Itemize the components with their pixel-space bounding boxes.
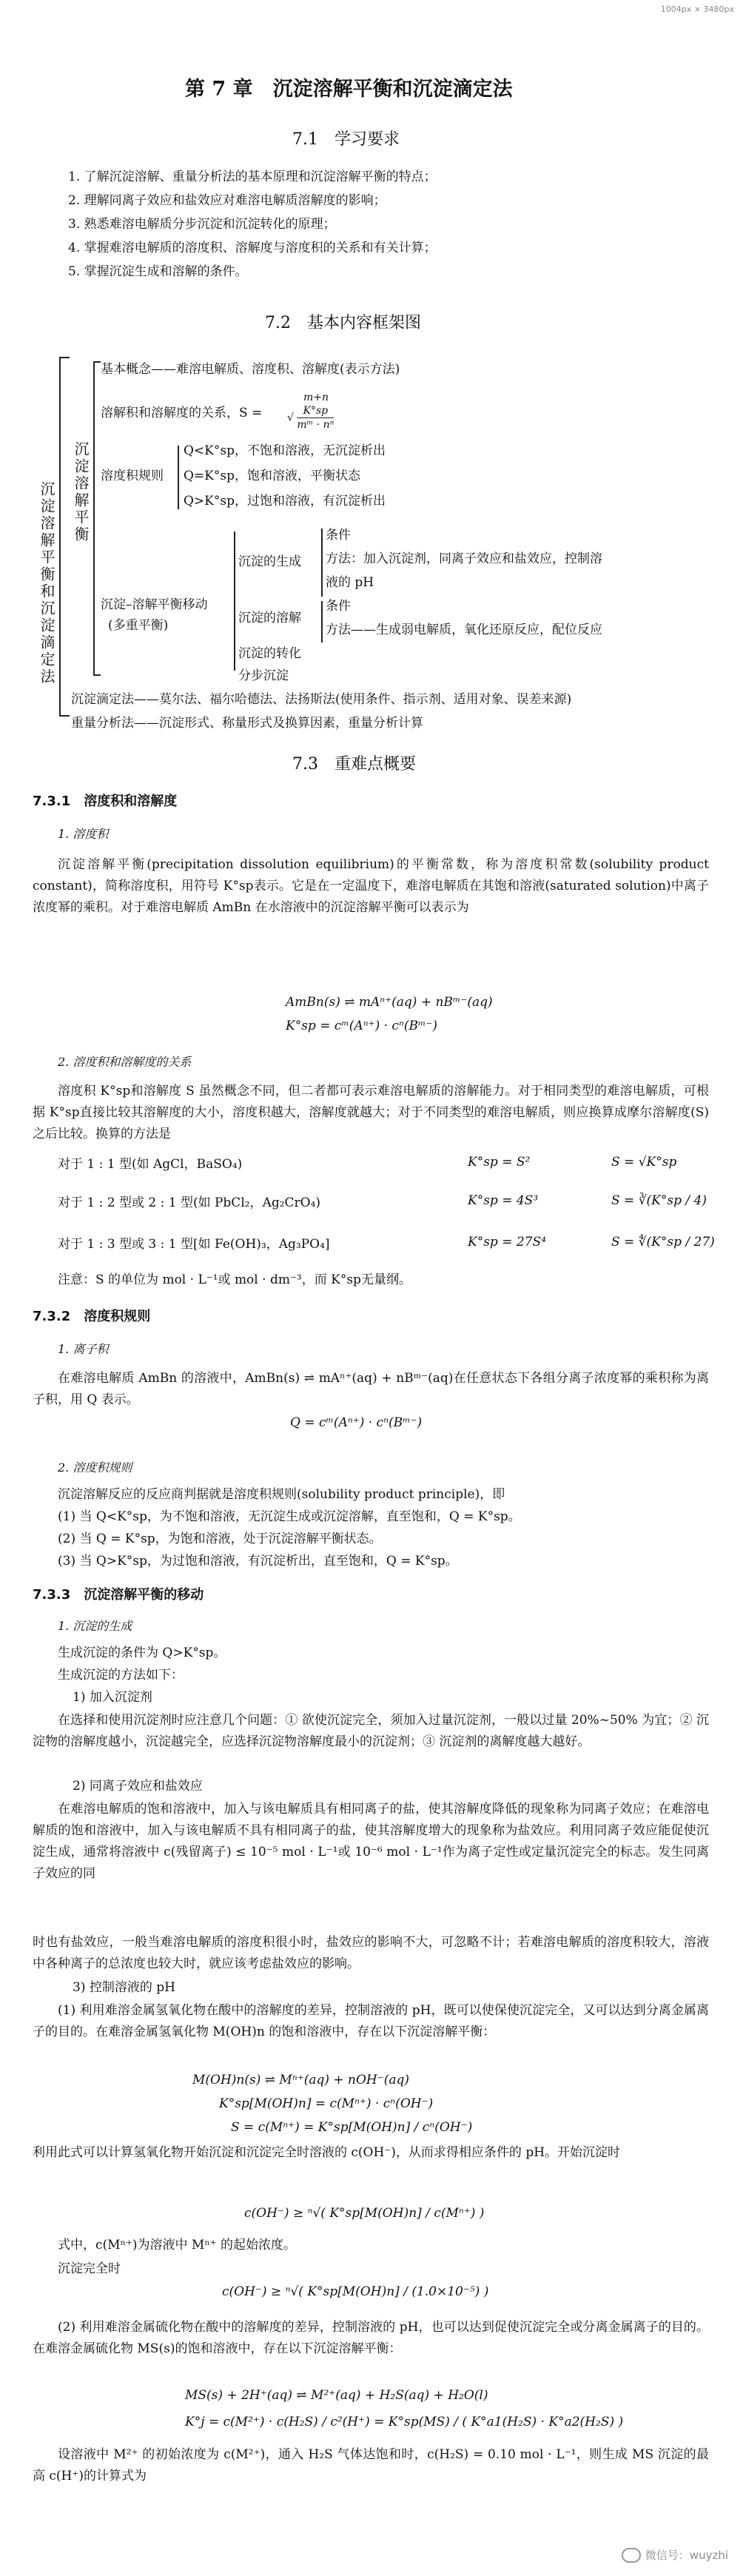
formula-complete-precipitation: c(OH⁻) ≥ ⁿ√( K°sp[M(OH)n] / (1.0×10⁻⁵) ): [222, 2284, 489, 2299]
watermark-text: 微信号：wuyzhi: [645, 2548, 728, 2562]
framework-rule: 溶度积规则: [101, 469, 164, 483]
rule-1: (1) 当 Q<K°sp，为不饱和溶液，无沉淀生成或沉淀溶解，直至饱和，Q = K°sp。: [58, 1509, 521, 1524]
subsection-ksp-rule: 2. 溶度积规则: [58, 1460, 132, 1475]
type-1-3-ksp: K°sp = 27S⁴: [468, 1235, 546, 1250]
formula-ksp-expression: K°sp = cᵐ(Aⁿ⁺) · cⁿ(Bᵐ⁻): [286, 1019, 437, 1033]
type-1-2-label: 对于 1 : 2 型或 2 : 1 型(如 PbCl₂，Ag₂CrO₄): [58, 1195, 321, 1210]
formula-hydroxide-equilibrium: M(OH)n(s) ⇌ Mⁿ⁺(aq) + nOH⁻(aq): [192, 2073, 409, 2087]
framework-gen: 沉淀的生成: [238, 554, 301, 569]
section-7-2-title: 7.2 基本内容框架图: [265, 314, 421, 332]
method-common-ion: 2) 同离子效应和盐效应: [73, 1779, 203, 1794]
section-7-1-title: 7.1 学习要求: [292, 130, 400, 149]
subsection-precipitate-formation: 1. 沉淀的生成: [58, 1619, 132, 1633]
paragraph-max-h: 设溶液中 M²⁺ 的初始浓度为 c(M²⁺)，通入 H₂S 气体达饱和时，c(H₂S) = 0.10 mol · L⁻¹，则生成 MS 沉淀的最高 c(H⁺)的计算式为: [33, 2447, 709, 2483]
subsection-solubility-product: 1. 溶度积: [58, 827, 109, 841]
framework-gen-cond: 条件: [326, 528, 351, 543]
subsection-ksp-solubility-relation: 2. 溶度积和溶解度的关系: [58, 1055, 192, 1069]
paragraph-common-ion: 在难溶电解质的饱和溶液中，加入与该电解质具有相同离子的盐，使其溶解度降低的现象称为同离子效应；在难溶电解质的饱和溶液中，加入与该电解质不具有相同离子的盐，使其溶解度增大的现象称为盐效应。利用同离子效应能促使沉淀生成，通常将溶液中 c(残留离子) ≤ 10⁻⁵ mol · L⁻¹或 10⁻⁶ mol · L⁻¹作为离子定性或定量沉淀完全的标志。发生同离子效应的同: [33, 1802, 709, 1881]
formula-hydroxide-s: S = c(Mⁿ⁺) = K°sp[M(OH)n] / cⁿ(OH⁻): [231, 2120, 473, 2135]
type-1-1-label: 对于 1 : 1 型(如 AgCl，BaSO₄): [58, 1157, 243, 1172]
chapter-title: 第 7 章 沉淀溶解平衡和沉淀滴定法: [185, 78, 513, 101]
framework-rule-1: Q<K°sp，不饱和溶液，无沉淀析出: [184, 443, 386, 458]
section-7-3-3-title: 7.3.3 沉淀溶解平衡的移动: [33, 1587, 204, 1603]
framework-mid: 沉淀溶解平衡: [72, 441, 90, 543]
method-add-precipitant: 1) 加入沉淀剂: [73, 1690, 152, 1705]
requirement-5: 5. 掌握沉淀生成和溶解的条件。: [68, 264, 248, 279]
paragraph-calc-oh: 利用此式可以计算氢氧化物开始沉淀和沉淀完全时溶液的 c(OH⁻)，从而求得相应条件的 pH。开始沉淀时: [33, 2145, 621, 2160]
section-7-3-2-title: 7.3.2 溶度积规则: [33, 1309, 151, 1324]
rule-brace: [178, 446, 179, 509]
watermark: [622, 2547, 728, 2563]
subsection-ion-product: 1. 离子积: [58, 1342, 109, 1356]
framework-root: 沉淀溶解平衡和沉淀滴定法: [38, 481, 56, 685]
paragraph-ksp-solubility-relation: 溶度积 K°sp和溶解度 S 虽然概念不同，但二者都可表示难溶电解质的溶解能力。对于相同类型的难溶电解质，可根据 K°sp直接比较其溶解度的大小，溶度积越大，溶解度就越大；对于不同类型的难溶电解质，则应换算成摩尔溶解度(S)之后比较。换算的方法是: [33, 1084, 709, 1141]
root-brace-top: [59, 357, 70, 358]
type-1-1-s: S = √K°sp: [611, 1155, 677, 1170]
mid-brace-bottom: [93, 674, 101, 676]
framework-titration: 沉淀滴定法——莫尔法、福尔哈德法、法扬斯法(使用条件、指示剂、适用对象、误差来源): [71, 692, 572, 707]
type-1-3-label: 对于 1 : 3 型或 3 : 1 型[如 Fe(OH)₃，Ag₃PO₄]: [58, 1237, 330, 1252]
framework-dis-cond: 条件: [326, 599, 351, 614]
rule-3: (3) 当 Q>K°sp，为过饱和溶液，有沉淀析出，直至饱和，Q = K°sp。: [58, 1554, 458, 1569]
wechat-icon: [622, 2548, 641, 2563]
framework-trans: 沉淀的转化: [238, 646, 301, 661]
root-brace-bottom: [59, 715, 70, 717]
formula-hydroxide-ksp: K°sp[M(OH)n] = c(Mⁿ⁺) · cⁿ(OH⁻): [219, 2096, 434, 2111]
framework-relation: 溶解积和溶解度的关系，S =: [101, 406, 263, 420]
framework-rule-2: Q=K°sp，饱和溶液，平衡状态: [184, 469, 360, 483]
label-complete-precipitation: 沉淀完全时: [58, 2261, 121, 2276]
framework-rule-3: Q>K°sp，过饱和溶液，有沉淀析出: [184, 494, 386, 509]
framework-gen-method-2: 液的 pH: [326, 575, 374, 590]
framework-gen-method: 方法：加入沉淀剂，同离子效应和盐效应，控制溶: [326, 551, 602, 566]
framework-relation-formula: m+n √ $\frac{K^\circ sp}{\text{mᵐ · nⁿ}}$: [287, 392, 334, 431]
mid-brace: [93, 361, 95, 676]
formula-start-precipitation: c(OH⁻) ≥ ⁿ√( K°sp[M(OH)n] / c(Mⁿ⁺) ): [244, 2206, 485, 2221]
requirement-4: 4. 掌握难溶电解质的溶度积、溶解度与溶度积的关系和有关计算；: [68, 241, 437, 255]
formula-sulfide-equilibrium: MS(s) + 2H⁺(aq) ⇌ M²⁺(aq) + H₂S(aq) + H₂O(l): [185, 2388, 488, 2403]
paragraph-precipitant: 在选择和使用沉淀剂时应注意几个问题：① 欲使沉淀完全，须加入过量沉淀剂，一般以过量 20%~50% 为宜；② 沉淀物的溶解度越小，沉淀越完全，应选择沉淀物溶解度最小的沉淀剂；③ 沉淀剂的离解度越大越好。: [33, 1713, 709, 1749]
type-1-3-s: S = ∜(K°sp / 27): [611, 1235, 715, 1250]
requirement-1: 1. 了解沉淀溶解、重量分析法的基本原理和沉淀溶解平衡的特点；: [68, 170, 437, 184]
paragraph-salt-effect: 时也有盐效应，一般当难溶电解质的溶度积很小时，盐效应的影响不大，可忽略不计；若难溶电解质的溶度积较大，溶液中各种离子的总浓度也较大时，就应该考虑盐效应的影响。: [33, 1935, 709, 1971]
paragraph-sulfide: (2) 利用难溶金属硫化物在酸中的溶解度的差异，控制溶液的 pH，也可以达到促使沉淀完全或分离金属离子的目的。在难溶金属硫化物 MS(s)的饱和溶液中，存在以下沉淀溶解平衡：: [33, 2320, 709, 2356]
root-brace: [59, 357, 61, 717]
requirement-3: 3. 熟悉难溶电解质分步沉淀和沉淀转化的原理；: [68, 217, 336, 232]
mid-brace-top: [93, 361, 101, 363]
type-1-2-ksp: K°sp = 4S³: [468, 1193, 539, 1208]
framework-move-2: (多重平衡): [108, 618, 169, 633]
paragraph-ion-product: 在难溶电解质 AmBn 的溶液中，AmBn(s) ⇌ mAⁿ⁺(aq) + nBᵐ⁻(aq)在任意状态下各组分离子浓度幂的乘积称为离子积，用 Q 表示。: [33, 1371, 709, 1407]
formula-dissolution-equilibrium: AmBn(s) ⇌ mAⁿ⁺(aq) + nBᵐ⁻(aq): [286, 995, 493, 1010]
type-1-1-ksp: K°sp = S²: [468, 1155, 531, 1170]
paragraph-solubility-product: 沉淀溶解平衡(precipitation dissolution equilibrium)的平衡常数，称为溶度积常数(solubility product constant)，简称溶度积，用符号 K°sp表示。它是在一定温度下，难溶电解质在其饱和溶液(saturated solution)中离子浓度幂的乘积。对于难溶电解质 AmBn 在水溶液中的沉淀溶解平衡可以表示为: [33, 857, 709, 915]
framework-move: 沉淀–溶解平衡移动: [101, 597, 208, 612]
method-control-ph: 3) 控制溶液的 pH: [73, 1980, 175, 1995]
type-1-2-s: S = ∛(K°sp / 4): [611, 1193, 707, 1208]
framework-basic: 基本概念——难溶电解质、溶度积、溶解度(表示方法): [101, 362, 400, 377]
gen-brace: [321, 529, 323, 597]
paragraph-initial-concentration: 式中，c(Mⁿ⁺)为溶液中 Mⁿ⁺ 的起始浓度。: [58, 2238, 297, 2253]
paragraph-hydroxide: (1) 利用难溶金属氢氧化物在酸中的溶解度的差异，控制溶液的 pH，既可以使保使沉淀完全，又可以达到分离金属离子的目的。在难溶金属氢氧化物 M(OH)n 的饱和溶液中，存在以下沉淀溶解平衡：: [33, 2003, 709, 2039]
formula-ion-product: Q = cᵐ(Aⁿ⁺) · cⁿ(Bᵐ⁻): [290, 1415, 423, 1430]
move-brace: [234, 531, 235, 671]
framework-dis-method: 方法——生成弱电解质，氧化还原反应，配位反应: [326, 623, 602, 637]
rule-2: (2) 当 Q = K°sp，为饱和溶液，处于沉淀溶解平衡状态。: [58, 1532, 382, 1546]
dis-brace: [321, 601, 323, 643]
requirement-2: 2. 理解同离子效应和盐效应对难溶电解质溶解度的影响；: [68, 193, 386, 208]
formation-methods: 生成沉淀的方法如下：: [58, 1668, 184, 1683]
formula-sulfide-kj: K°j = c(M²⁺) · c(H₂S) / c²(H⁺) = K°sp(MS) / ( K°a1(H₂S) · K°a2(H₂S) ): [185, 2415, 624, 2429]
framework-step: 分步沉淀: [238, 668, 289, 683]
formation-condition: 生成沉淀的条件为 Q>K°sp。: [58, 1646, 226, 1660]
note-units: 注意：S 的单位为 mol · L⁻¹或 mol · dm⁻³，而 K°sp无量纲。: [58, 1272, 411, 1287]
section-7-3-1-title: 7.3.1 溶度积和溶解度: [33, 794, 178, 809]
framework-gravimetric: 重量分析法——沉淀形式、称量形式及换算因素，重量分析计算: [71, 716, 423, 731]
section-7-3-title: 7.3 重难点概要: [292, 755, 416, 774]
paragraph-ksp-rule: 沉淀溶解反应的反应商判据就是溶度积规则(solubility product principle)，即: [58, 1487, 505, 1502]
framework-dis: 沉淀的溶解: [238, 611, 301, 625]
image-size-label: 1004px × 3480px: [660, 4, 734, 14]
